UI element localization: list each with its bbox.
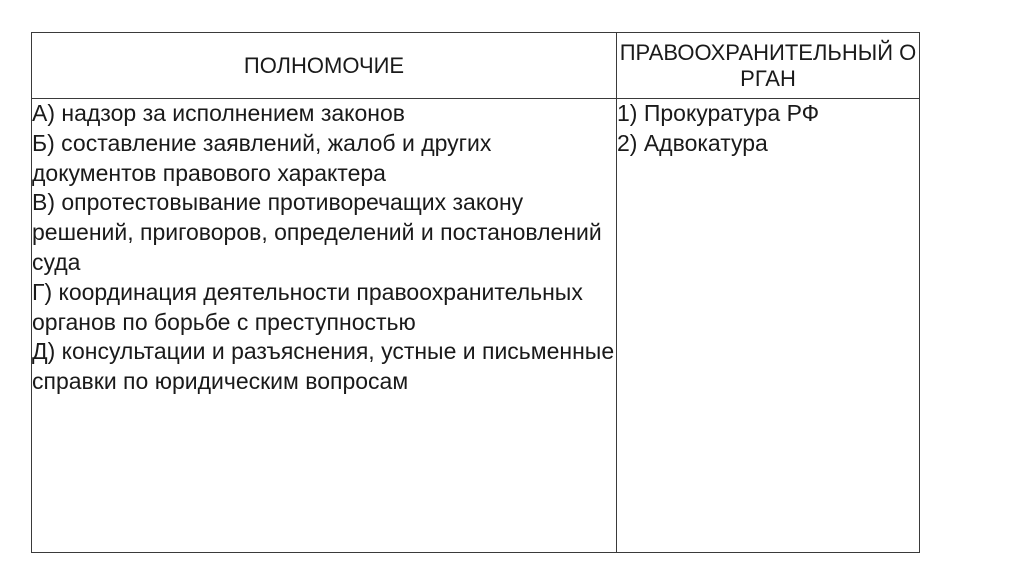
table-body-row [32, 99, 920, 553]
bodies-list-cell [617, 99, 920, 553]
header-law-enforcement-body: ПРАВООХРАНИТЕЛЬНЫЙ ОРГАН [617, 33, 920, 99]
body-item-2: 2) Адвокатура [617, 129, 768, 156]
powers-list-cell [32, 99, 617, 553]
table-header-row [32, 33, 920, 99]
header-powers: ПОЛНОМОЧИЕ [32, 33, 617, 99]
power-item-v: В) опротестовывание противоречащих закону решений, приговоров, определений и постановлений суда [32, 189, 602, 275]
power-item-d: Д) консультации и разъяснения, устные и письменные справки по юридическим вопросам [32, 338, 615, 395]
power-item-a: А) надзор за исполнением законов [32, 100, 405, 126]
power-item-b: Б) составление заявлений, жалоб и других документов правового характера [32, 129, 492, 186]
power-item-g: Г) координация деятельности правоохранительных органов по борьбе с преступностью [32, 278, 583, 335]
matching-table [31, 32, 920, 553]
body-item-1: 1) Прокуратура РФ [617, 100, 820, 126]
